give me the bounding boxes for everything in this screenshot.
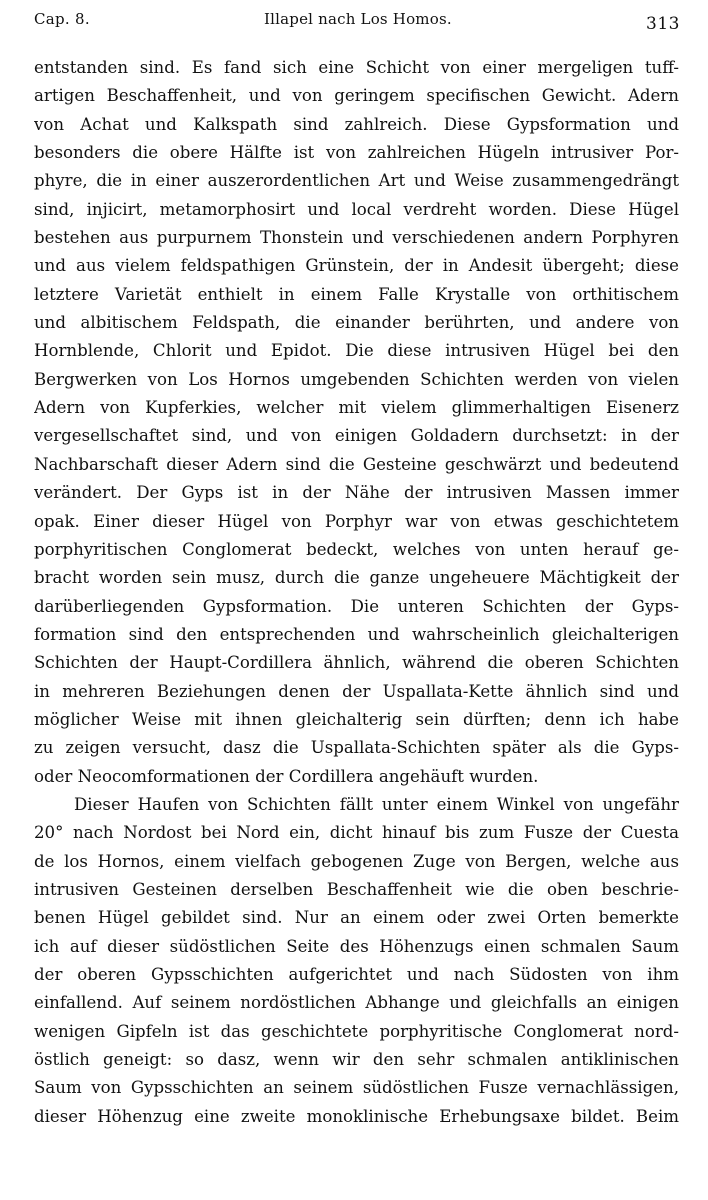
text-line: zu zeigen versucht, dasz die Uspallata-Schichten später als die Gyps-: [34, 738, 679, 758]
text-line: vergesellschaftet sind, und von einigen Goldadern durchsetzt: in der: [34, 426, 679, 446]
text-line: porphyritischen Conglomerat bedeckt, welches von unten herauf ge-: [34, 539, 679, 559]
text-line: Hornblende, Chlorit und Epidot. Die diese intrusiven Hügel bei den: [34, 341, 679, 361]
text-line: formation sind den entsprechenden und wahrscheinlich gleichalterigen: [34, 624, 679, 644]
text-line: und aus vielem feldspathigen Grünstein, der in Andesit übergeht; diese: [34, 256, 679, 276]
text-line: Saum von Gypsschichten an seinem südöstlichen Fusze vernachlässigen,: [34, 1078, 679, 1098]
text-line: dieser Höhenzug eine zweite monoklinische Erhebungsaxe bildet. Beim: [34, 1106, 679, 1126]
text-line: in mehreren Beziehungen denen der Uspallata-Kette ähnlich sind und: [34, 681, 679, 701]
text-line: ich auf dieser südöstlichen Seite des Höhenzugs einen schmalen Saum: [34, 936, 679, 956]
text-line: östlich geneigt: so dasz, wenn wir den sehr schmalen antiklinischen: [34, 1050, 679, 1070]
text-line: bestehen aus purpurnem Thonstein und verschiedenen andern Porphyren: [34, 228, 679, 248]
text-line: Adern von Kupferkies, welcher mit vielem glimmerhaltigen Eisenerz: [34, 398, 679, 418]
text-line: möglicher Weise mit ihnen gleichalterig sein dürften; denn ich habe: [34, 709, 679, 729]
text-line: sind, injicirt, metamorphosirt und local verdreht worden. Diese Hügel: [34, 199, 679, 219]
text-line: opak. Einer dieser Hügel von Porphyr war von etwas geschichtetem: [34, 511, 679, 531]
text-line: wenigen Gipfeln ist das geschichtete porphyritische Conglomerat nord-: [34, 1021, 679, 1041]
text-line: artigen Beschaffenheit, und von geringem specifischen Gewicht. Adern: [34, 86, 679, 106]
paragraph-first-line: Dieser Haufen von Schichten fällt unter einem Winkel von ungefähr: [74, 794, 679, 814]
text-line: de los Hornos, einem vielfach gebogenen Zuge von Bergen, welche aus: [34, 851, 679, 871]
text-line: entstanden sind. Es fand sich eine Schicht von einer mergeligen tuff-: [34, 58, 679, 77]
body-text: [34, 54, 679, 1131]
text-line: Schichten der Haupt-Cordillera ähnlich, während die oberen Schichten: [34, 653, 679, 673]
text-line: einfallend. Auf seinem nordöstlichen Abhange und gleichfalls an einigen: [34, 993, 679, 1013]
text-line: letztere Varietät enthielt in einem Falle Krystalle von orthitischem: [34, 284, 679, 304]
chapter-label: Cap. 8.: [34, 10, 90, 28]
text-line: verändert. Der Gyps ist in der Nähe der intrusiven Massen immer: [34, 483, 679, 503]
text-line: darüberliegenden Gypsformation. Die unteren Schichten der Gyps-: [34, 596, 679, 616]
page-number: 313: [646, 14, 680, 34]
text-line: intrusiven Gesteinen derselben Beschaffenheit wie die oben beschrie-: [34, 879, 679, 899]
text-line: benen Hügel gebildet sind. Nur an einem oder zwei Orten bemerkte: [34, 908, 679, 928]
text-line: Nachbarschaft dieser Adern sind die Gesteine geschwärzt und bedeutend: [34, 454, 679, 474]
text-line: 20° nach Nordost bei Nord ein, dicht hinauf bis zum Fusze der Cuesta: [34, 823, 679, 843]
running-title: Illapel nach Los Homos.: [264, 10, 452, 28]
text-line: der oberen Gypsschichten aufgerichtet und nach Südosten von ihm: [34, 965, 679, 984]
text-line: Bergwerken von Los Hornos umgebenden Schichten werden von vielen: [34, 369, 679, 389]
paragraph-last-line: oder Neocomformationen der Cordillera angehäuft wurden.: [34, 766, 539, 786]
text-line: bracht worden sein musz, durch die ganze ungeheuere Mächtigkeit der: [34, 568, 679, 588]
text-line: besonders die obere Hälfte ist von zahlreichen Hügeln intrusiver Por-: [34, 143, 679, 163]
text-line: und albitischem Feldspath, die einander berührten, und andere von: [34, 313, 679, 333]
text-line: von Achat und Kalkspath sind zahlreich. Diese Gypsformation und: [34, 114, 679, 134]
page-header: [34, 6, 680, 32]
text-line: phyre, die in einer auszerordentlichen Art und Weise zusammengedrängt: [34, 171, 679, 191]
